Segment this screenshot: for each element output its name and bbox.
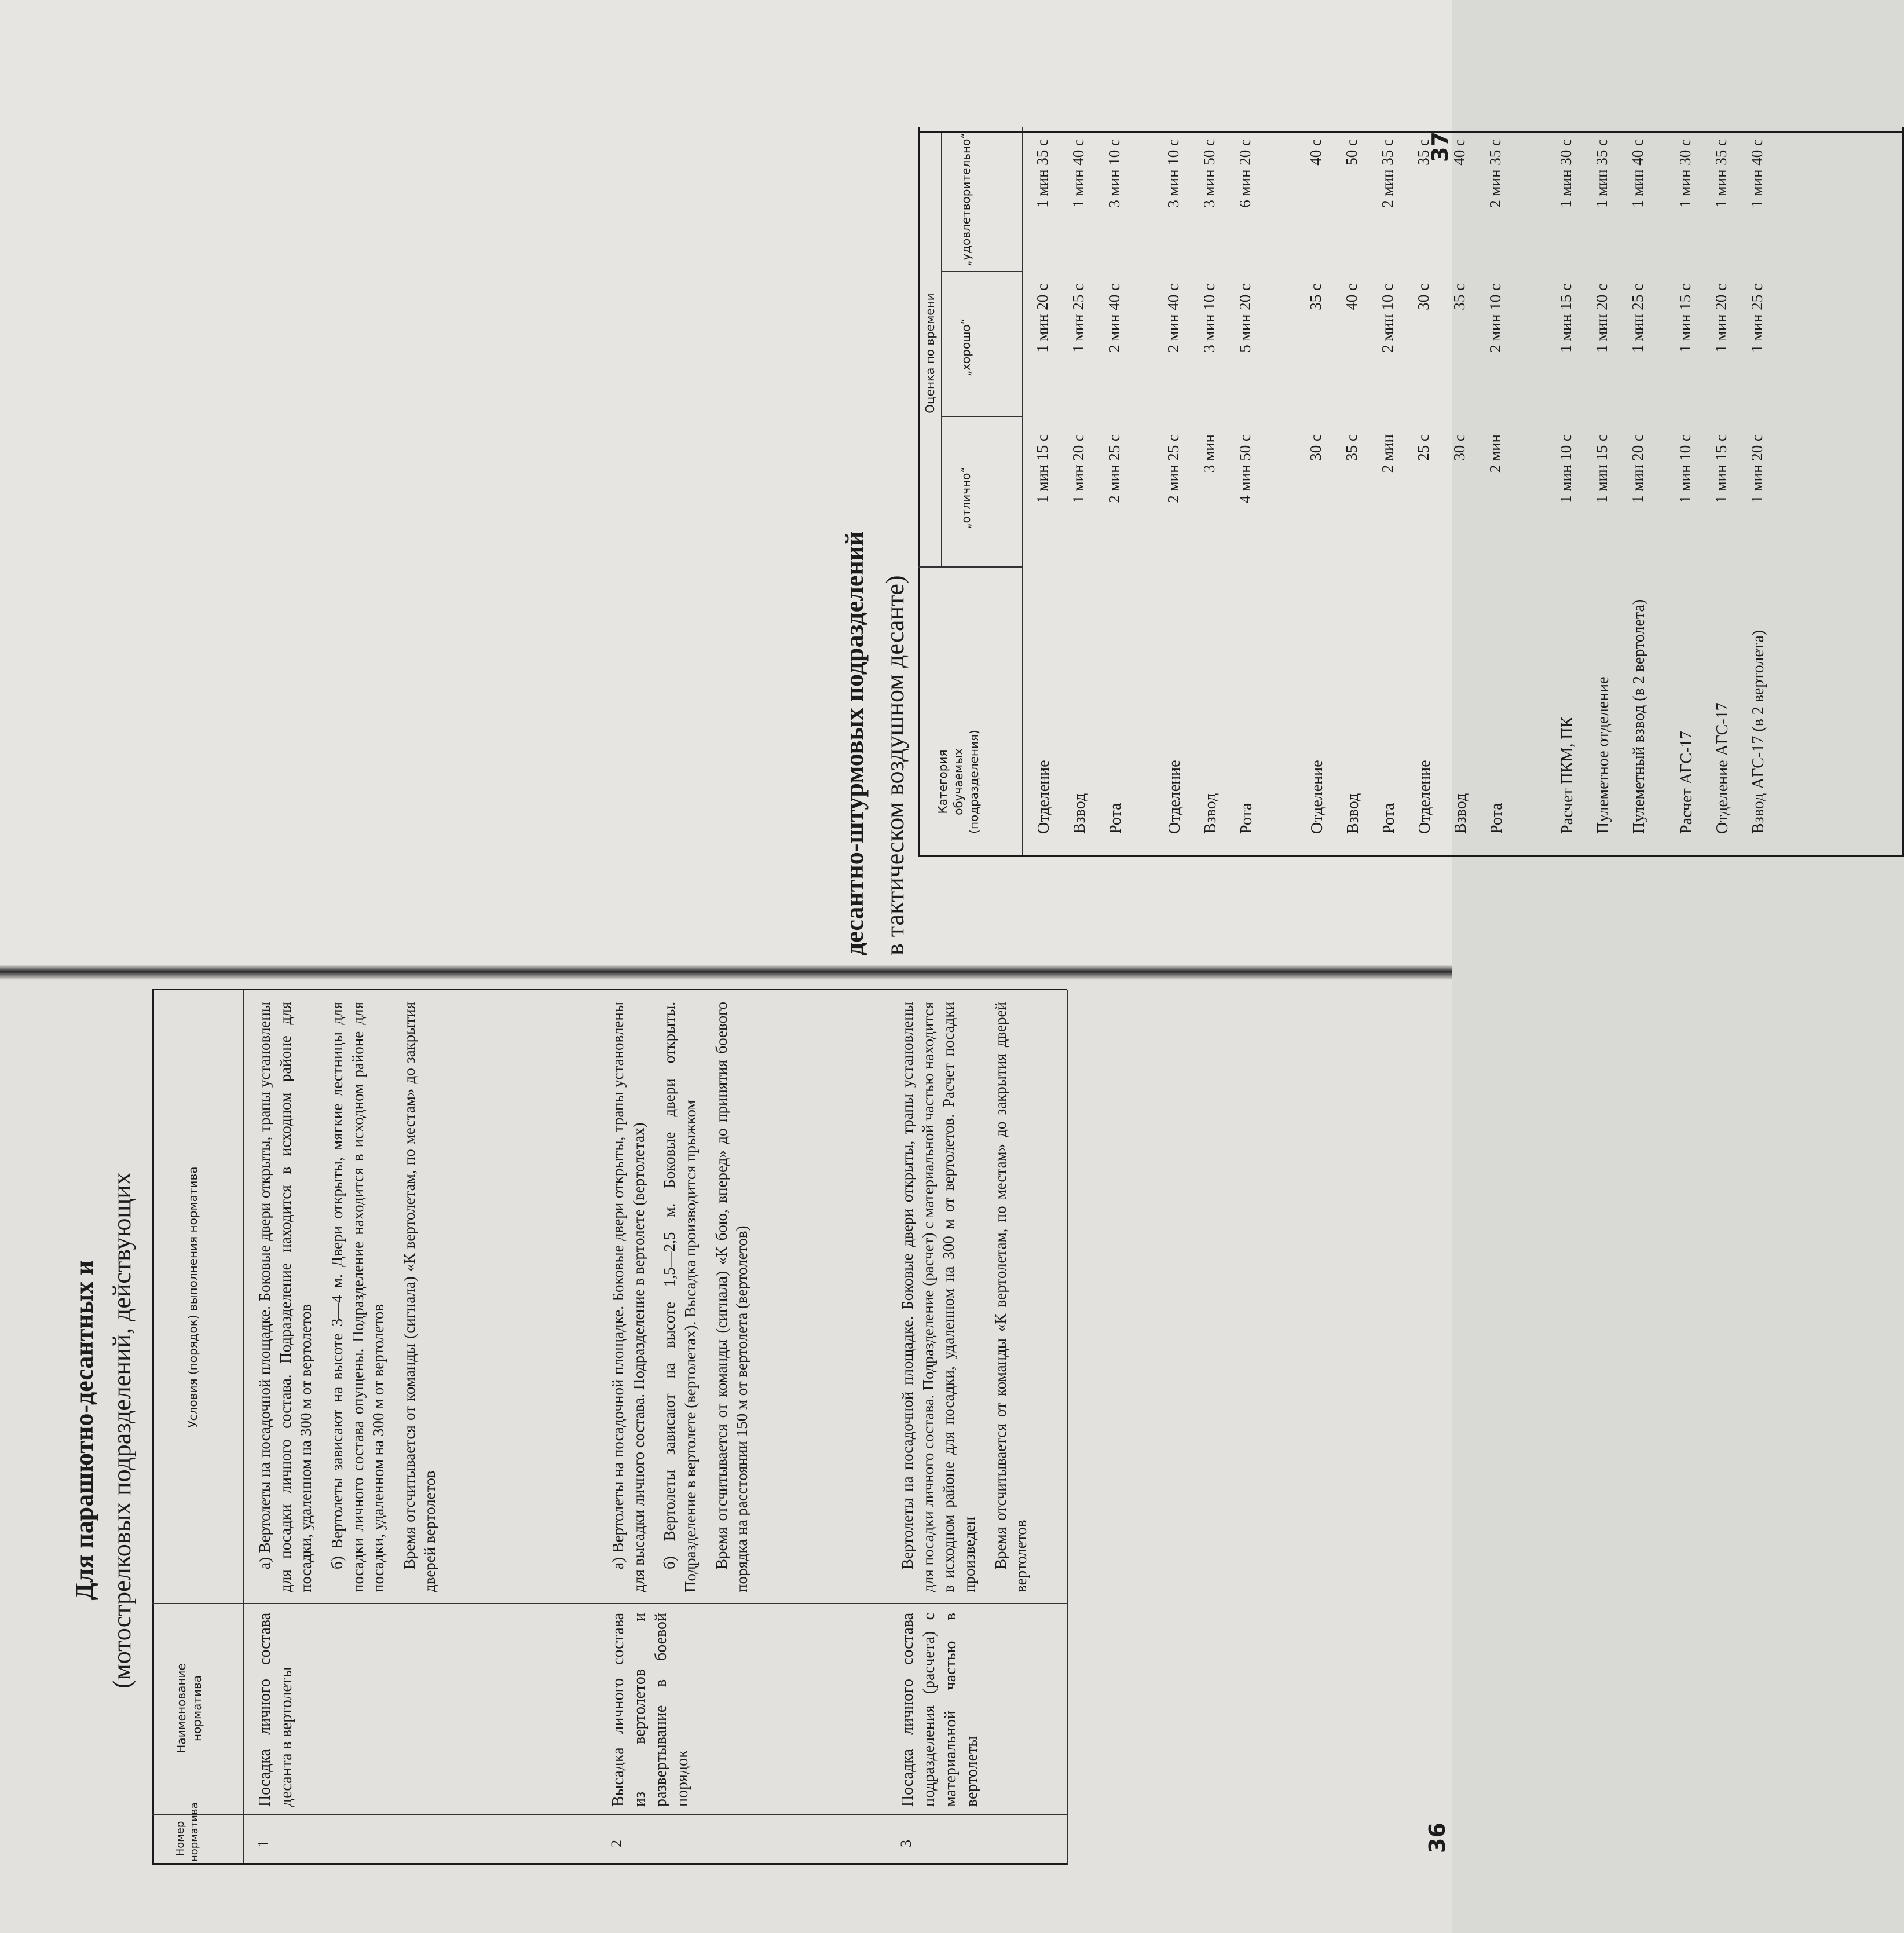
conditions-paragraph: Время отсчитывается от команды «К вертолетам, по местам» до закрытия дверей вертолетов [991, 1002, 1030, 1592]
page-subtitle: (мотострелковых подразделений, действующих [108, 1172, 136, 1689]
conditions-paragraph: Вертолеты на посадочной площадке. Боковые двери открыты, трапы установлены для посадки личного состава. Подразделение (расчет) с материальной частью находится в исходном районе для посадки, удаленном на 300 м от вертолетов. Расчет посадки произведен [899, 1002, 978, 1592]
good-time-cell: 2 мин 40 с [1105, 284, 1123, 353]
category-cell: Взвод [1202, 793, 1220, 834]
page-37-content [0, 116, 1767, 955]
book-gutter [0, 965, 1452, 980]
excellent-time-cell: 2 мин [1486, 434, 1504, 473]
norm-number: 2 [608, 1840, 625, 1847]
conditions-paragraph: а) Вертолеты на посадочной площадке. Боковые двери открыты, трапы установлены для посадки личного состава. Подразделение находится в исходном районе для посадки, удаленном на 300 м от вертолетов [256, 1002, 315, 1592]
excellent-time-cell: 1 мин 15 с [1034, 434, 1051, 503]
category-cell: Рота [1107, 803, 1125, 834]
conditions-paragraph: а) Вертолеты на посадочной площадке. Боковые двери открыты, трапы установлены для высадки личного состава. Подразделение в вертолете (вертолетах) [609, 1002, 647, 1592]
satisfactory-time-cell: 2 мин 35 с [1379, 139, 1396, 208]
excellent-time-cell: 1 мин 20 с [1070, 434, 1087, 503]
category-cell: Взвод АГС-17 (в 2 вертолета) [1749, 629, 1767, 834]
good-time-cell: 2 мин 10 с [1379, 284, 1396, 353]
satisfactory-time-cell: 3 мин 10 с [1105, 139, 1123, 208]
satisfactory-time-cell: 3 мин 10 с [1165, 139, 1182, 208]
satisfactory-time-cell: 40 с [1451, 139, 1468, 166]
category-cell: Взвод [1344, 793, 1362, 834]
category-cell: Отделение [1308, 760, 1326, 834]
header-good: „хорошо“ [959, 318, 973, 377]
excellent-time-cell: 1 мин 20 с [1748, 434, 1766, 503]
satisfactory-time-cell: 1 мин 40 с [1070, 139, 1087, 208]
satisfactory-time-cell: 40 с [1307, 139, 1324, 166]
good-time-cell: 1 мин 20 с [1712, 284, 1730, 353]
norm-name: Посадка личного состава подразделения (расчета) с материальной частью в вертолеты [899, 1613, 981, 1807]
norm-conditions [255, 1002, 451, 1592]
satisfactory-time-cell: 1 мин 35 с [1034, 139, 1051, 208]
excellent-time-cell: 1 мин 10 с [1557, 434, 1575, 503]
category-cell: Расчет АГС-17 [1678, 731, 1696, 834]
category-cell: Рота [1488, 803, 1506, 834]
category-cell: Отделение [1166, 760, 1184, 834]
excellent-time-cell: 4 мин 50 с [1236, 434, 1254, 503]
category-cell: Взвод [1071, 793, 1089, 834]
good-time-cell: 3 мин 10 с [1200, 284, 1218, 353]
excellent-time-cell: 2 мин 25 с [1165, 434, 1182, 503]
good-time-cell: 2 мин 10 с [1486, 284, 1504, 353]
excellent-time-cell: 1 мин 20 с [1629, 434, 1646, 503]
good-time-cell: 1 мин 15 с [1557, 284, 1575, 353]
satisfactory-time-cell: 1 мин 40 с [1748, 139, 1766, 208]
page-subtitle-continued: в тактическом воздушном десанте) [881, 575, 909, 955]
category-cell: Пулеметный взвод (в 2 вертолета) [1630, 599, 1648, 834]
page-number-36: 36 [1425, 1822, 1450, 1853]
satisfactory-time-cell: 1 мин 40 с [1629, 139, 1646, 208]
good-time-cell: 40 с [1343, 284, 1360, 310]
excellent-time-cell: 3 мин [1200, 434, 1218, 473]
page-title: Для парашютно-десантных и [70, 1260, 98, 1601]
excellent-time-cell: 1 мин 15 с [1593, 434, 1610, 503]
conditions-paragraph: б) Вертолеты зависают на высоте 1,5—2,5 м. Боковые двери открыты. Подразделение в вертолете (вертолетах). Высадка производится прыжком [661, 1002, 699, 1592]
excellent-time-cell: 1 мин 10 с [1676, 434, 1694, 503]
satisfactory-time-cell: 1 мин 30 с [1557, 139, 1575, 208]
header-satisfactory: „удовлетворительно“ [959, 133, 973, 266]
norm-name: Посадка личного состава десанта в вертолеты [256, 1613, 295, 1807]
page-title-continued: десантно-штурмовых подразделений [840, 531, 869, 955]
good-time-cell: 35 с [1451, 284, 1468, 310]
norm-number: 1 [255, 1840, 272, 1847]
header-category: Категория обучаемых (подразделения) [936, 730, 981, 834]
category-cell: Расчет ПКМ, ПК [1558, 716, 1576, 834]
excellent-time-cell: 35 с [1343, 434, 1360, 461]
good-time-cell: 2 мин 40 с [1165, 284, 1182, 353]
header-number: Номер норматива [174, 1802, 201, 1862]
good-time-cell: 1 мин 25 с [1629, 284, 1646, 353]
good-time-cell: 35 с [1307, 284, 1324, 310]
header-conditions: Условия (порядок) выполнения норматива [186, 1166, 200, 1428]
category-cell: Рота [1380, 803, 1398, 834]
satisfactory-time-cell: 3 мин 50 с [1200, 139, 1218, 208]
page-36-content [0, 984, 1452, 1876]
category-cell: Отделение [1035, 760, 1053, 834]
category-cell: Отделение [1416, 760, 1434, 834]
header-name: Наименование норматива [174, 1663, 204, 1753]
excellent-time-cell: 30 с [1451, 434, 1468, 461]
satisfactory-time-cell: 1 мин 35 с [1712, 139, 1730, 208]
good-time-cell: 1 мин 25 с [1748, 284, 1766, 353]
excellent-time-cell: 2 мин [1379, 434, 1396, 473]
norm-conditions [898, 1002, 1042, 1592]
page-number-37: 37 [1427, 131, 1453, 162]
satisfactory-time-cell: 50 с [1343, 139, 1360, 166]
good-time-cell: 1 мин 20 с [1593, 284, 1610, 353]
conditions-paragraph: б) Вертолеты зависают на высоте 3—4 м. Двери открыты, мягкие лестницы для посадки личного состава опущены. Подразделение находится в исходном районе для посадки, удаленном на 300 м от вертолетов [328, 1002, 387, 1592]
satisfactory-time-cell: 2 мин 35 с [1486, 139, 1504, 208]
satisfactory-time-cell: 1 мин 30 с [1676, 139, 1694, 208]
norm-conditions [608, 1002, 763, 1592]
excellent-time-cell: 2 мин 25 с [1105, 434, 1123, 503]
header-excellent: „отлично“ [959, 467, 973, 529]
header-grade-group: Оценка по времени [923, 293, 937, 413]
norm-name: Высадка личного состава из вертолетов и развертывание в боевой порядок [609, 1613, 691, 1807]
satisfactory-time-cell: 6 мин 20 с [1236, 139, 1254, 208]
category-cell: Взвод [1452, 793, 1470, 834]
norm-number: 3 [898, 1840, 914, 1847]
good-time-cell: 30 с [1415, 284, 1432, 310]
conditions-paragraph: Время отсчитывается от команды (сигнала) «К вертолетам, по местам» до закрытия дверей вертолетов [400, 1002, 439, 1592]
good-time-cell: 1 мин 20 с [1034, 284, 1051, 353]
category-cell: Рота [1237, 803, 1255, 834]
good-time-cell: 1 мин 25 с [1070, 284, 1087, 353]
satisfactory-time-cell: 35 с [1415, 139, 1432, 166]
excellent-time-cell: 30 с [1307, 434, 1324, 461]
satisfactory-time-cell: 1 мин 35 с [1593, 139, 1610, 208]
category-cell: Пулеметное отделение [1594, 676, 1612, 834]
excellent-time-cell: 1 мин 15 с [1712, 434, 1730, 503]
conditions-paragraph: Время отсчитывается от команды (сигнала) «К бою, вперед» до принятия боевого порядка на расстоянии 150 м от вертолета (вертолетов) [712, 1002, 751, 1592]
excellent-time-cell: 25 с [1415, 434, 1432, 461]
good-time-cell: 5 мин 20 с [1236, 284, 1254, 353]
category-cell: Отделение АГС-17 [1713, 702, 1731, 834]
good-time-cell: 1 мин 15 с [1676, 284, 1694, 353]
